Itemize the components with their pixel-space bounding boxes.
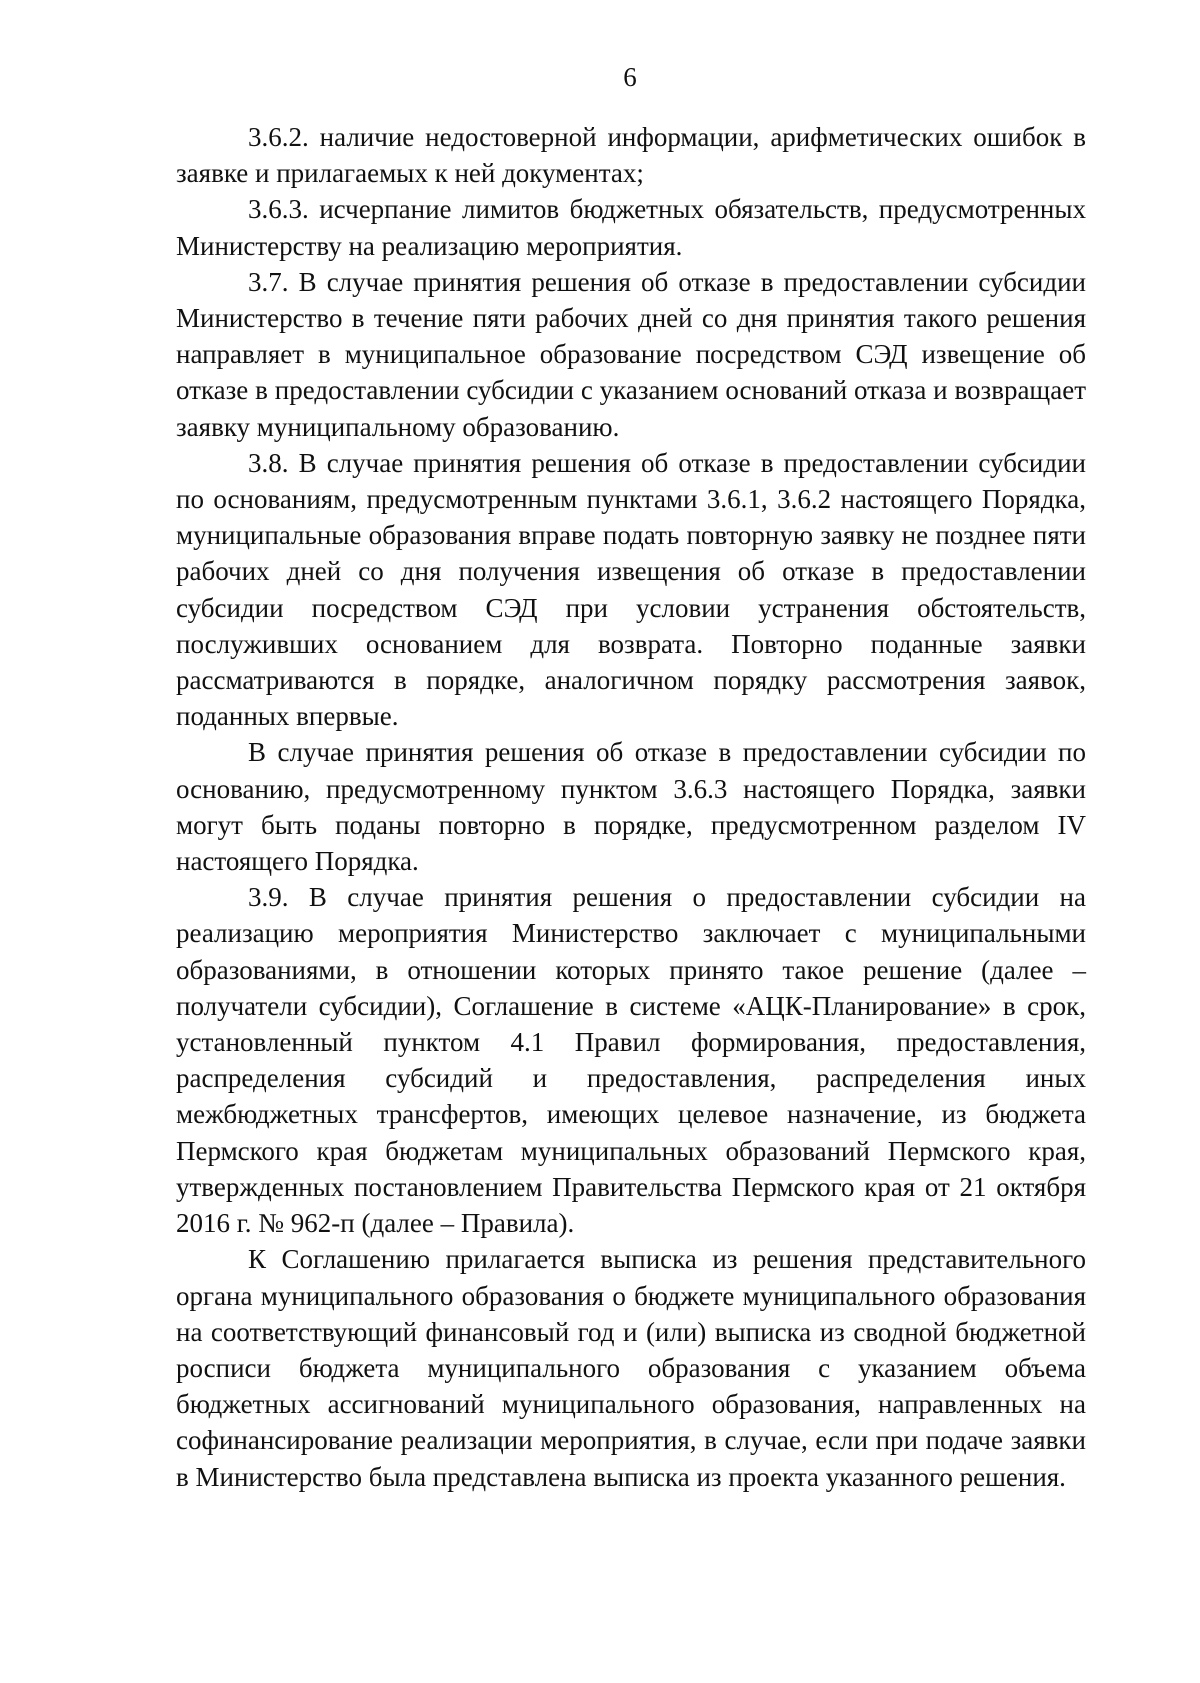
paragraph-3-6-2: 3.6.2. наличие недостоверной информации, арифметических ошибок в заявке и прилагаемых к ней документах; <box>176 122 1086 189</box>
document-body <box>176 119 1086 1495</box>
paragraph-3-8: 3.8. В случае принятия решения об отказе в предоставлении субсидии по основаниям, предусмотренным пунктами 3.6.1, 3.6.2 настоящего Порядка, муниципальные образования вправе подать повторную заявку не позднее пяти рабочих дней со дня получения извещения об отказе в предоставлении субсидии посредством СЭД при условии устранения обстоятельств, послуживших основанием для возврата. Повторно поданные заявки рассматриваются в порядке, аналогичном порядку рассмотрения заявок, поданных впервые. <box>176 447 1086 732</box>
paragraph-3-6-3: 3.6.3. исчерпание лимитов бюджетных обязательств, предусмотренных Министерству на реализацию мероприятия. <box>176 194 1086 261</box>
page-number: 6 <box>623 62 637 92</box>
paragraph-3-7: 3.7. В случае принятия решения об отказе в предоставлении субсидии Министерство в течение пяти рабочих дней со дня принятия такого решения направляет в муниципальное образование посредством СЭД извещение об отказе в предоставлении субсидии с указанием оснований отказа и возвращает заявку муниципальному образованию. <box>176 266 1086 442</box>
paragraph-3-8-continued: В случае принятия решения об отказе в предоставлении субсидии по основанию, предусмотренному пунктом 3.6.3 настоящего Порядка, заявки могут быть поданы повторно в порядке, предусмотренном разделом IV настоящего Порядка. <box>176 737 1086 877</box>
paragraph-3-9: 3.9. В случае принятия решения о предоставлении субсидии на реализацию мероприятия Министерство заключает с муниципальными образованиями, в отношении которых принято такое решение (далее – получатели субсидии), Соглашение в системе «АЦК-Планирование» в срок, установленный пунктом 4.1 Правил формирования, предоставления, распределения субсидий и предоставления, распределения иных межбюджетных трансфертов, имеющих целевое назначение, из бюджета Пермского края бюджетам муниципальных образований Пермского края, утвержденных постановлением Правительства Пермского края от 21 октября 2016 г. № 962-п (далее – Правила). <box>176 882 1086 1239</box>
paragraph-3-9-continued: К Соглашению прилагается выписка из решения представительного органа муниципального образования о бюджете муниципального образования на соответствующий финансовый год и (или) выписка из сводной бюджетной росписи бюджета муниципального образования с указанием объема бюджетных ассигнований муниципального образования, направленных на софинансирование реализации мероприятия, в случае, если при подаче заявки в Министерство была представлена выписка из проекта указанного решения. <box>176 1244 1086 1492</box>
